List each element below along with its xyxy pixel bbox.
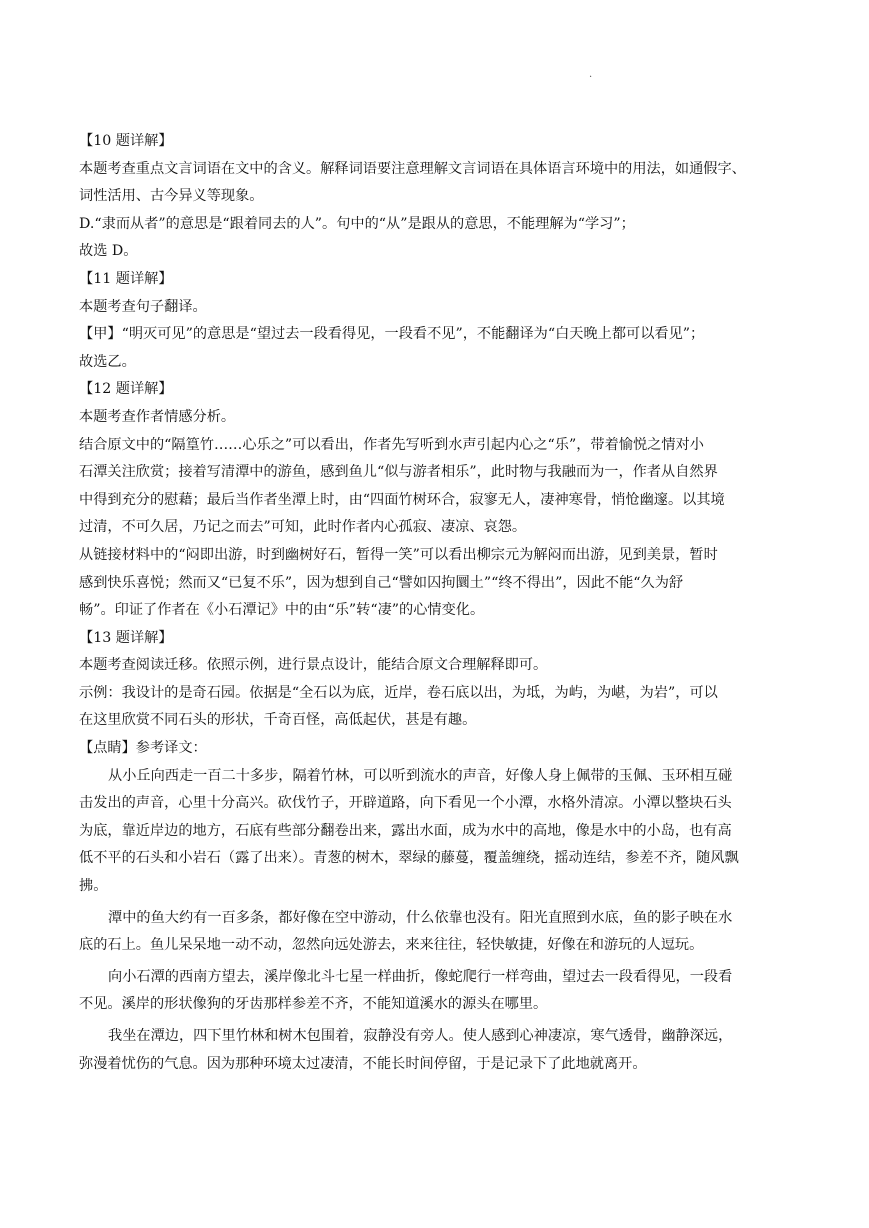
translation-paragraph [79, 905, 799, 960]
section-12-line: 中得到充分的慰藉；最后当作者坐潭上时，由“四面竹树环合，寂寥无人，凄神寒骨，悄怆幽邃。以其境 [79, 491, 725, 508]
section-12-line: 从链接材料中的“闷即出游，时到幽树好石，暂得一笑”可以看出柳宗元为解闷而出游，见到美景，暂时 [79, 546, 718, 563]
section-heading-12: 【12 题详解】 [79, 381, 173, 398]
section-10-line: 词性活用、古今异义等现象。 [79, 188, 264, 205]
section-13-line: 本题考查阅读迁移。依照示例，进行景点设计，能结合原文合理解释即可。 [79, 657, 548, 674]
translation-line: 潭中的鱼大约有一百多条，都好像在空中游动，什么依靠也没有。阳光直照到水底，鱼的影子映在水 [108, 909, 733, 926]
translation-line: 不见。溪岸的形状像狗的牙齿那样参差不齐，不能知道溪水的源头在哪里。 [79, 996, 548, 1013]
translation-line: 弥漫着忧伤的气息。因为那种环境太过凄清，不能长时间停留，于是记录下了此地就离开。 [79, 1055, 647, 1072]
translation-line: 低不平的石头和小岩石（露了出来）。青葱的树木，翠绿的藤蔓，覆盖缠绕，摇动连结，参差不齐，随风飘 [79, 850, 739, 867]
translation-line: 为底，靠近岸边的地方，石底有些部分翻卷出来，露出水面，成为水中的高地，像是水中的小岛，也有高 [79, 822, 732, 839]
section-10-line: 故选 D。 [79, 243, 138, 260]
section-heading-11: 【11 题详解】 [79, 270, 173, 287]
section-10-line: 本题考查重点文言词语在文中的含义。解释词语要注意理解文言词语在具体语言环境中的用法，如通假字、 [79, 160, 746, 177]
translation-line: 向小石潭的西南方望去，溪岸像北斗七星一样曲折，像蛇爬行一样弯曲，望过去一段看得见，一段看 [108, 968, 733, 985]
section-11-line: 本题考查句子翻译。 [79, 298, 207, 315]
translation-paragraph [79, 763, 799, 901]
translation-paragraph [79, 964, 799, 1019]
section-11-line: 【甲】“明灭可见”的意思是“望过去一段看得见，一段看不见”，不能翻译为“白天晚上都可以看见”； [79, 326, 705, 343]
section-12-line: 结合原文中的“隔篁竹……心乐之”可以看出，作者先写听到水声引起内心之“乐”，带着愉悦之情对小 [79, 436, 704, 453]
section-heading-10: 【10 题详解】 [79, 133, 173, 149]
section-12-line: 感到快乐喜悦；然而又“已复不乐”，因为想到自己“譬如囚拘圜土”“终不得出”，因此不能“久为舒 [79, 574, 684, 591]
translation-line: 从小丘向西走一百二十多步，隔着竹林，可以听到流水的声音，好像人身上佩带的玉佩、玉环相互碰 [108, 767, 733, 784]
translation-paragraph [79, 1023, 799, 1078]
note-heading: 【点睛】参考译文： [79, 740, 207, 757]
translation-line: 拂。 [79, 878, 108, 895]
answer-explanations [79, 128, 799, 1078]
section-13-line: 示例：我设计的是奇石园。依据是“全石以为底，近岸，卷石底以出，为坻，为屿，为嵁，为岩”，可以 [79, 684, 718, 701]
translation-line: 击发出的声音，心里十分高兴。砍伐竹子，开辟道路，向下看见一个小潭，水格外清凉。小潭以整块石头 [79, 795, 732, 812]
translation-line: 我坐在潭边，四下里竹林和树木包围着，寂静没有旁人。使人感到心神凄凉，寒气透骨，幽静深远， [108, 1028, 733, 1044]
section-heading-13: 【13 题详解】 [79, 629, 173, 646]
section-12-line: 本题考查作者情感分析。 [79, 408, 236, 425]
section-12-line: 畅”。印证了作者在《小石潭记》中的由“乐”转“凄”的心情变化。 [79, 602, 485, 619]
section-12-line: 石潭关注欣赏；接着写清潭中的游鱼，感到鱼儿“似与游者相乐”，此时物与我融而为一，作者从自然界 [79, 464, 718, 481]
section-11-line: 故选乙。 [79, 353, 136, 370]
section-13-line: 在这里欣赏不同石头的形状，千奇百怪，高低起伏，甚是有趣。 [79, 712, 477, 729]
translation-line: 底的石上。鱼儿呆呆地一动不动，忽然向远处游去，来来往往，轻快敏捷，好像在和游玩的人逗玩。 [79, 937, 704, 954]
section-10-line: D.“隶而从者”的意思是“跟着同去的人”。句中的“从”是跟从的意思，不能理解为“学习”； [79, 215, 635, 232]
page-mark: . [589, 69, 593, 80]
section-12-line: 过清，不可久居，乃记之而去”可知，此时作者内心孤寂、凄凉、哀怨。 [79, 519, 527, 536]
